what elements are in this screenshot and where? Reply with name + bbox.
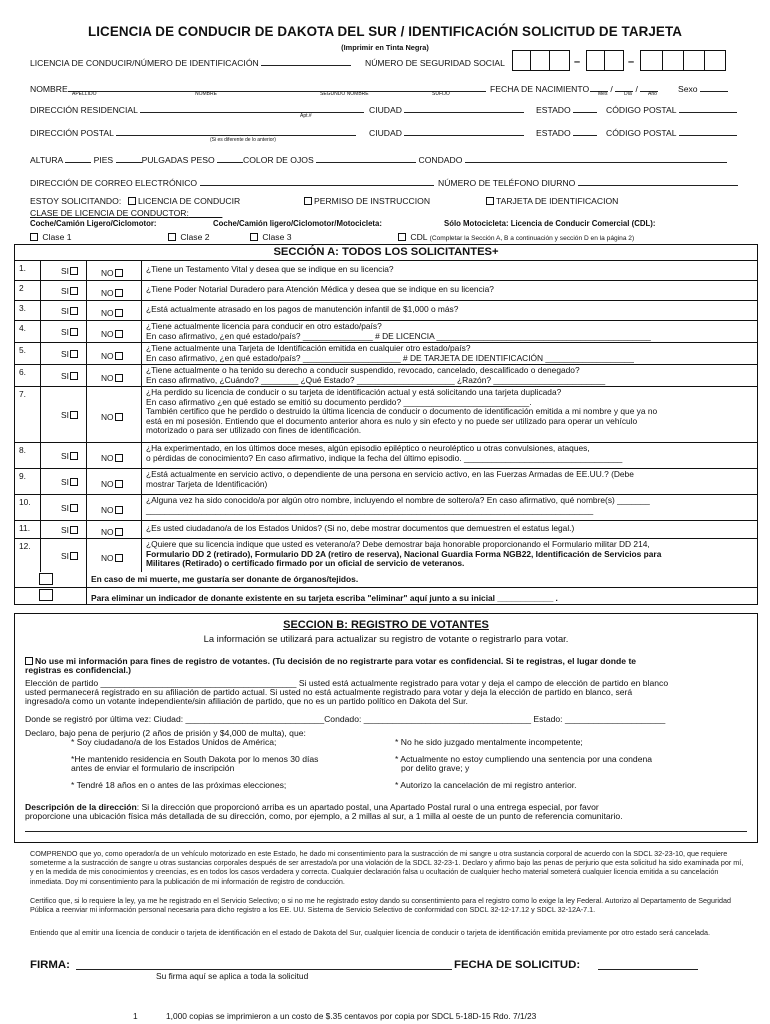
date-label: FECHA DE SOLICITUD: xyxy=(454,959,581,971)
checkbox[interactable] xyxy=(70,478,78,486)
no-cell xyxy=(87,301,142,320)
yes-option[interactable] xyxy=(61,286,80,296)
checkbox[interactable] xyxy=(70,411,78,419)
sufijo-label: SUFIJO xyxy=(432,91,450,97)
question-line: También certifico que he perdido o destruido la última licencia de conducir o documento de identificación emitida a mi nombre y que ya no xyxy=(146,406,658,417)
no-option[interactable] xyxy=(101,479,125,489)
residential-address-label: DIRECCIÓN RESIDENCIAL xyxy=(30,105,138,115)
no-use-text-2: registras es confidencial.) xyxy=(25,665,132,675)
ssn-label: NÚMERO DE SEGURIDAD SOCIAL xyxy=(365,58,505,68)
no-cell xyxy=(87,443,142,468)
yes-cell xyxy=(41,343,87,364)
question-number: 6. xyxy=(15,365,41,386)
no-cell xyxy=(87,343,142,364)
checkbox[interactable] xyxy=(304,197,312,205)
no-label: NO xyxy=(101,268,114,278)
yes-option[interactable] xyxy=(61,503,80,513)
class-3-label: Clase 3 xyxy=(262,232,292,242)
question-line: motorizado o para ser utilizado con fines de identificación. xyxy=(146,425,362,436)
no-label: NO xyxy=(101,527,114,537)
question-number: 10. xyxy=(15,495,41,520)
question-line: ¿Tiene actualmente o ha tenido su derecho a conducir suspendido, revocado, cancelado, descalificado o denegado? xyxy=(146,365,580,375)
yes-option[interactable] xyxy=(61,371,80,381)
question-line: ¿Ha perdido su licencia de conducir o su tarjeta de identificación actual y está solicitando una tarjeta duplicada? xyxy=(146,387,562,397)
no-option[interactable] xyxy=(101,308,125,318)
yes-label: SI xyxy=(61,327,69,337)
question-text xyxy=(142,301,757,320)
question-row xyxy=(15,443,757,469)
yes-cell xyxy=(41,301,87,320)
question-line: ¿Quiere que su licencia indique que usted es veterano/a? Debe demostrar baja honorable proporcionando el Formulario militar DD 214, xyxy=(146,539,650,549)
yes-label: SI xyxy=(61,503,69,513)
yes-label: SI xyxy=(61,525,69,535)
question-line: ¿Tiene un Testamento Vital y desea que se indique en su licencia? xyxy=(146,264,394,274)
question-row xyxy=(15,301,757,321)
no-cell xyxy=(87,281,142,300)
question-number: 4. xyxy=(15,321,41,342)
checkbox[interactable] xyxy=(70,372,78,380)
decl-item-1: * Soy ciudadano/a de los Estados Unidos de América; xyxy=(71,737,277,747)
state-field-2[interactable] xyxy=(536,128,597,138)
yes-label: SI xyxy=(61,410,69,420)
if-different-label: (Si es diferente de lo anterior) xyxy=(210,137,276,143)
legal-paragraph-2: Certifico que, si lo requiere la ley, ya me he registrado en el Servicio Selectivo; o si no me he registrado estoy dando su consentimiento para el registro como lo exige la ley Federal. Autorizo al Departamento de Seguridad Pública a reenviar mi información personal necesaria para dicho registro a los EE. UU. Sistema de Servicio Selectivo de conformidad con SDCL 32-12-17.12 y SDCL 32-12A-7.1. xyxy=(30,896,732,915)
class-2-option[interactable] xyxy=(168,232,210,242)
no-option[interactable] xyxy=(101,527,125,537)
zip-label-1: CÓDIGO POSTAL xyxy=(606,105,677,115)
checkbox[interactable] xyxy=(115,309,123,317)
class-head-3a: Sólo Motocicleta: xyxy=(444,219,509,228)
question-text xyxy=(142,539,757,572)
question-line: ¿Está actualmente en servicio activo, o dependiente de una persona en servicio activo, en las Fuerzas Armadas de EE.UU.? (Debe xyxy=(146,469,634,479)
dia-label: Día xyxy=(624,91,632,97)
question-number: 7. xyxy=(15,387,41,442)
last-registration[interactable]: Donde se registró por última vez: Ciudad: _____________________________Condado: ___________________________________ Estado: _____________________ xyxy=(25,714,666,724)
yes-option[interactable] xyxy=(61,266,80,276)
class-head-2: Coche/Camión ligero/Ciclomotor/Motocicleta: xyxy=(213,219,382,228)
no-label: NO xyxy=(101,479,114,489)
signature-input[interactable] xyxy=(76,960,452,970)
checkbox[interactable] xyxy=(486,197,494,205)
yes-option[interactable] xyxy=(61,477,80,487)
donor-cell xyxy=(15,572,87,587)
checkbox[interactable] xyxy=(168,233,176,241)
question-number: 1. xyxy=(15,261,41,280)
section-a-title: SECCIÓN A: TODOS LOS SOLICITANTES+ xyxy=(15,245,757,261)
question-line: En caso afirmativo ¿en qué estado se emitió su documento perdido? ___________________________. xyxy=(146,396,532,407)
yes-cell xyxy=(41,521,87,538)
checkbox[interactable] xyxy=(115,480,123,488)
checkbox[interactable] xyxy=(70,526,78,534)
yes-label: SI xyxy=(61,371,69,381)
feet-label: PIES xyxy=(93,155,114,165)
yes-cell xyxy=(41,495,87,520)
no-option[interactable] xyxy=(101,453,125,463)
option-id-card[interactable] xyxy=(486,196,618,206)
no-option[interactable] xyxy=(101,412,125,422)
decl-item-4: * Actualmente no estoy cumpliendo una sentencia por una condena xyxy=(395,754,653,764)
checkbox[interactable] xyxy=(115,454,123,462)
question-number: 3. xyxy=(15,301,41,320)
checkbox[interactable] xyxy=(398,233,406,241)
class-2-label: Clase 2 xyxy=(180,232,210,242)
yes-option[interactable] xyxy=(61,327,80,337)
question-text xyxy=(142,281,757,300)
phone-field[interactable] xyxy=(438,178,738,188)
residential-address-field[interactable] xyxy=(30,105,364,115)
no-cell xyxy=(87,539,142,572)
no-option[interactable] xyxy=(101,351,125,361)
no-label: NO xyxy=(101,505,114,515)
phone-label: NÚMERO DE TELÉFONO DIURNO xyxy=(438,178,576,188)
no-label: NO xyxy=(101,308,114,318)
desc-title: Descripción de la dirección xyxy=(25,802,137,812)
checkbox[interactable] xyxy=(115,374,123,382)
yes-option[interactable] xyxy=(61,306,80,316)
no-option[interactable] xyxy=(101,329,125,339)
question-line: Militares (Retirado) o certificado firmado por un oficial de servicio de veteranos. xyxy=(146,558,465,569)
question-line: ¿Tiene actualmente licencia para conducir en otro estado/país? xyxy=(146,321,382,331)
decl-item-2: * No he sido juzgado mentalmente incompetente; xyxy=(395,737,583,747)
no-label: NO xyxy=(101,329,114,339)
no-label: NO xyxy=(101,412,114,422)
yes-label: SI xyxy=(61,477,69,487)
no-use-text: No use mi información para fines de registro de votantes. (Tu decisión de no registrarte para votar es confidencial. Si te registras, el lugar donde te xyxy=(35,656,637,666)
yes-cell xyxy=(41,469,87,494)
decl-item-4b: por delito grave; y xyxy=(401,763,470,773)
yes-label: SI xyxy=(61,451,69,461)
page-number: 1 xyxy=(133,1011,138,1021)
no-option[interactable] xyxy=(101,505,125,515)
section-b xyxy=(14,613,758,843)
email-label: DIRECCIÓN DE CORREO ELECTRÓNICO xyxy=(30,178,198,188)
question-line: está en mi posesión. Entiendo que el documento anterior ahora es nulo y sin efecto y no puede ser utilizado para operar un vehículo xyxy=(146,415,638,426)
checkbox[interactable] xyxy=(250,233,258,241)
option-permit-label: PERMISO DE INSTRUCCION xyxy=(314,196,431,206)
question-number: 2 xyxy=(15,281,41,300)
no-label: NO xyxy=(101,453,114,463)
checkbox[interactable] xyxy=(115,330,123,338)
checkbox[interactable] xyxy=(30,233,38,241)
class-head-3 xyxy=(444,219,655,228)
no-label: NO xyxy=(101,553,114,563)
checkbox[interactable] xyxy=(70,328,78,336)
no-cell xyxy=(87,521,142,538)
donor-row xyxy=(15,572,757,588)
party-line-2: usted permanecerá registrado en su afiliación de partido actual. Si usted no está actualmente registrado para votar y deja la elección de partido en blanco, será xyxy=(25,687,633,697)
question-row xyxy=(15,539,757,572)
mes-label: Mes xyxy=(598,91,608,97)
birth-date-input[interactable]: / / xyxy=(590,84,658,94)
ssn-part-1[interactable] xyxy=(512,50,570,71)
yes-label: SI xyxy=(61,266,69,276)
question-line: ________________________________________________________________________________________________ xyxy=(146,504,594,515)
remove-donor-row xyxy=(15,588,757,604)
name-label: NOMBRE xyxy=(30,84,68,94)
question-row xyxy=(15,321,757,343)
question-text xyxy=(142,469,757,494)
class-label: CLASE DE LICENCIA DE CONDUCTOR:_______ xyxy=(30,208,223,218)
cdl-label: CDL xyxy=(410,232,428,242)
form-title: LICENCIA DE CONDUCIR DE DAKOTA DEL SUR / IDENTIFICACIÓN SOLICITUD DE TARJETA xyxy=(87,24,683,39)
request-label: ESTOY SOLICITANDO: xyxy=(30,196,122,206)
yes-label: SI xyxy=(61,306,69,316)
signature-note: Su firma aquí se aplica a toda la solicitud xyxy=(156,971,309,981)
sex-field[interactable] xyxy=(678,84,728,94)
checkbox[interactable] xyxy=(70,452,78,460)
question-line: En caso afirmativo, ¿en qué estado/país? _______________ # DE LICENCIA ______________________________________________ xyxy=(146,330,651,341)
checkbox[interactable] xyxy=(115,352,123,360)
no-option[interactable] xyxy=(101,373,125,383)
yes-cell xyxy=(41,365,87,386)
checkbox[interactable] xyxy=(70,350,78,358)
question-number: 5. xyxy=(15,343,41,364)
yes-option[interactable] xyxy=(61,349,80,359)
remove-donor-checkbox[interactable] xyxy=(39,589,53,601)
checkbox[interactable] xyxy=(115,413,123,421)
checkbox[interactable] xyxy=(115,506,123,514)
question-text xyxy=(142,321,757,342)
ano-label: Año xyxy=(648,91,657,97)
legal-paragraph-1: COMPRENDO que yo, como operador/a de un vehículo motorizado en este Estado, he dado mi consentimiento para la sustracción de mi sangre u otra sustancia corporal de acuerdo con la SDCL 32-23-10, que requiere someterme a la sustracción de sangre u otras sustancias corporales después de ser arrestado/a por una violación de la SDCL 32-23-1. Declaro y afirmo bajo las penas de perjurio que esta solicitud ha sido examinada por mí, y en la medida de mis conocimientos y creencias, es en todos los casos verdadera y correcta. Cualquier declaración falsa u ocultación de cualquier hecho material someterá cualquier licencia emitida a su cancelación inmediata. Doy mi consentimiento para la publicación de mi información de registro de conducción. xyxy=(30,849,744,886)
address-description-input[interactable] xyxy=(25,824,747,832)
no-cell xyxy=(87,321,142,342)
yes-label: SI xyxy=(61,551,69,561)
question-text xyxy=(142,365,757,386)
signature-label: FIRMA: xyxy=(30,959,70,971)
question-row xyxy=(15,495,757,521)
form-subtitle: (Imprimir en Tinta Negra) xyxy=(341,43,429,52)
no-cell xyxy=(87,387,142,442)
yes-cell xyxy=(41,539,87,572)
nombre-sub-label: NOMBRE xyxy=(195,91,217,97)
zip-field-1[interactable] xyxy=(606,105,737,115)
checkbox[interactable] xyxy=(115,289,123,297)
checkbox[interactable] xyxy=(115,269,123,277)
decl-item-5: * Tendré 18 años en o antes de las próximas elecciones; xyxy=(71,780,287,790)
yes-option[interactable] xyxy=(61,551,80,561)
city-label-1: CIUDAD xyxy=(369,105,402,115)
donor-checkbox[interactable] xyxy=(39,573,53,585)
question-text xyxy=(142,521,757,538)
question-text xyxy=(142,443,757,468)
desc-text-1: : Si la dirección que proporcionó arriba es un apartado postal, una Apartado Postal rural o una entrega especial, por favor xyxy=(136,802,599,812)
question-row xyxy=(15,261,757,281)
question-line: ¿Está actualmente atrasado en los pagos de manutención infantil de $1,000 o más? xyxy=(146,304,459,314)
yes-label: SI xyxy=(61,286,69,296)
checkbox[interactable] xyxy=(70,504,78,512)
question-line: Formulario DD 2 (retirado), Formulario DD 2A (retiro de reserva), Nacional Guardia Forma NGB22, Identificación de Servicios para xyxy=(146,548,662,559)
option-permit[interactable] xyxy=(304,196,430,206)
no-option[interactable] xyxy=(101,288,125,298)
no-option[interactable] xyxy=(101,553,125,563)
question-line: mostrar Tarjeta de Identificación) xyxy=(146,478,268,489)
question-number: 12. xyxy=(15,539,41,572)
option-license-label: LICENCIA DE CONDUCIR xyxy=(138,196,241,206)
question-line: ¿Alguna vez ha sido conocido/a por algún otro nombre, incluyendo el nombre de soltero/a? En caso afirmativo, qué nombre(s) _______ xyxy=(146,495,650,505)
checkbox[interactable] xyxy=(115,554,123,562)
class-1-label: Clase 1 xyxy=(42,232,72,242)
question-row xyxy=(15,469,757,495)
yes-option[interactable] xyxy=(61,525,80,535)
name-input[interactable] xyxy=(68,84,486,92)
question-line: ¿Ha experimentado, en los últimos doce meses, algún episodio epiléptico o neuroléptico u otras convulsiones, ataques, xyxy=(146,443,590,453)
party-line-3: ingresado/a como un votante independiente/sin afiliación de partido, que no es un partido político en Dakota del Sur. xyxy=(25,696,468,706)
state-field-1[interactable] xyxy=(536,105,597,115)
question-text xyxy=(142,495,757,520)
license-number-label: LICENCIA DE CONDUCIR/NÚMERO DE IDENTIFICACIÓN xyxy=(30,58,259,68)
question-text xyxy=(142,343,757,364)
section-b-subtitle: La información se utilizará para actualizar su registro de votante o registrarlo para votar. xyxy=(203,633,569,644)
question-number: 8. xyxy=(15,443,41,468)
city-field-1[interactable] xyxy=(369,105,524,115)
city-label-2: CIUDAD xyxy=(369,128,402,138)
option-license[interactable] xyxy=(128,196,240,206)
class-head-1: Coche/Camión Ligero/Ciclomotor: xyxy=(30,219,157,228)
question-line: En caso afirmativo, ¿en qué estado/país? _____________________ # DE TARJETA DE IDENTIFICACIÓN ___________________ xyxy=(146,352,634,363)
no-label: NO xyxy=(101,351,114,361)
no-label: NO xyxy=(101,288,114,298)
question-row xyxy=(15,365,757,387)
cdl-note: (Completar la Sección A, B a continuación y sección D en la página 2) xyxy=(429,235,635,242)
apt-label: Apt.# xyxy=(300,113,312,119)
footer-text: 1,000 copias se imprimieron a un costo de $.35 centavos por copia por SDCL 5-18D-15 Rdo. 7/1/23 xyxy=(166,1011,537,1021)
checkbox[interactable] xyxy=(70,267,78,275)
yes-cell xyxy=(41,281,87,300)
legal-paragraph-3: Entiendo que al emitir una licencia de conducir o tarjeta de identificación en el estado de Dakota del Sur, cualquier licencia de conducir o tarjeta de identificación emitida previamente por otro estado será cancelada. xyxy=(30,928,711,937)
ssn-part-2[interactable] xyxy=(586,50,624,71)
question-line: o pérdidas de conocimiento? En caso afirmativo, indique la fecha del último episodio. __________________________________ xyxy=(146,452,623,463)
option-id-label: TARJETA DE IDENTIFICACION xyxy=(496,196,619,206)
yes-option[interactable] xyxy=(61,451,80,461)
desc-text-2: proporcione una ubicación física más detallada de su dirección, como, por ejemplo, a 2 millas al sur, a 1 milla al oeste de un punto de referencia comunitario. xyxy=(25,811,623,821)
checkbox[interactable] xyxy=(70,307,78,315)
donor-text: En caso de mi muerte, me gustaría ser donante de órganos/tejidos. xyxy=(91,574,359,584)
class-3-option[interactable] xyxy=(250,232,292,242)
remove-donor-text[interactable]: Para eliminar un indicador de donante existente en su tarjeta escriba "eliminar" aquí junto a su inicial ____________ . xyxy=(91,593,558,603)
question-number: 11. xyxy=(15,521,41,538)
section-a-table xyxy=(14,244,758,605)
checkbox[interactable] xyxy=(70,552,78,560)
question-line: ¿Tiene Poder Notarial Duradero para Atención Médica y desea que se indique en su licencia? xyxy=(146,284,494,294)
height-label: ALTURA xyxy=(30,155,63,165)
decl-item-6: * Autorizo la cancelación de mi registro anterior. xyxy=(395,780,577,790)
question-number: 9. xyxy=(15,469,41,494)
declare-text: Declaro, bajo pena de perjurio (2 años de prisión y $4,000 de multa), que: xyxy=(25,728,306,738)
class-head-3b: Licencia de Conducir Comercial (CDL): xyxy=(510,219,656,228)
question-row xyxy=(15,521,757,539)
question-row xyxy=(15,387,757,443)
no-cell xyxy=(87,365,142,386)
yes-cell xyxy=(41,321,87,342)
checkbox[interactable] xyxy=(128,197,136,205)
yes-label: SI xyxy=(61,349,69,359)
section-b-title: SECCION B: REGISTRO DE VOTANTES xyxy=(283,619,489,631)
question-line: En caso afirmativo, ¿Cuándo? ________ ¿Qué Estado? _____________________ ¿Razón? ________________________ xyxy=(146,374,606,385)
sex-label: Sexo xyxy=(678,84,698,94)
date-input[interactable] xyxy=(598,960,698,970)
decl-item-3: *He mantenido residencia en South Dakota por lo menos 30 días xyxy=(71,754,319,764)
state-label-2: ESTADO xyxy=(536,128,571,138)
segundo-nombre-label: SEGUNDO NOMBRE xyxy=(320,91,369,97)
cdl-option[interactable] xyxy=(398,232,634,242)
no-cell xyxy=(87,261,142,280)
ssn-part-3[interactable] xyxy=(640,50,726,71)
birth-date-label: FECHA DE NACIMIENTO xyxy=(490,84,590,94)
question-line: ¿Es usted ciudadano/a de los Estados Unidos? (Si no, debe mostrar documentos que demuestren el estatus legal.) xyxy=(146,523,575,533)
question-line: ¿Tiene actualmente una Tarjeta de Identificación emitida en cualquier otro estado/país? xyxy=(146,343,471,353)
no-option[interactable] xyxy=(101,268,125,278)
question-text xyxy=(142,261,757,280)
physical-row[interactable] xyxy=(30,155,727,165)
license-number-field[interactable] xyxy=(30,58,351,68)
remove-donor-cell xyxy=(15,588,87,604)
checkbox[interactable] xyxy=(70,287,78,295)
eye-color-label: COLOR DE OJOS xyxy=(243,155,314,165)
apellido-label: APELLIDO xyxy=(72,91,97,97)
checkbox[interactable] xyxy=(25,657,33,665)
class-label-text: CLASE DE LICENCIA DE CONDUCTOR: xyxy=(30,208,189,218)
inches-weight-label: PULGADAS PESO xyxy=(141,155,215,165)
yes-cell xyxy=(41,261,87,280)
question-row xyxy=(15,281,757,301)
no-cell xyxy=(87,469,142,494)
no-cell xyxy=(87,495,142,520)
yes-cell xyxy=(41,443,87,468)
county-label: CONDADO xyxy=(418,155,463,165)
city-field-2[interactable] xyxy=(369,128,524,138)
zip-label-2: CÓDIGO POSTAL xyxy=(606,128,677,138)
email-field[interactable] xyxy=(30,178,434,188)
state-label-1: ESTADO xyxy=(536,105,571,115)
postal-address-field[interactable] xyxy=(30,128,356,138)
question-row xyxy=(15,343,757,365)
question-text xyxy=(142,387,757,442)
yes-cell xyxy=(41,387,87,442)
decl-item-3b: antes de enviar el formulario de inscripción xyxy=(71,763,235,773)
postal-address-label: DIRECCIÓN POSTAL xyxy=(30,128,114,138)
class-1-option[interactable] xyxy=(30,232,72,242)
party-line-1[interactable]: Elección de partido _________________________________________ Si usted está actualmente registrado para votar y deja el campo de elección de partido en blanco xyxy=(25,678,669,688)
yes-option[interactable] xyxy=(61,410,80,420)
checkbox[interactable] xyxy=(115,528,123,536)
zip-field-2[interactable] xyxy=(606,128,737,138)
no-label: NO xyxy=(101,373,114,383)
